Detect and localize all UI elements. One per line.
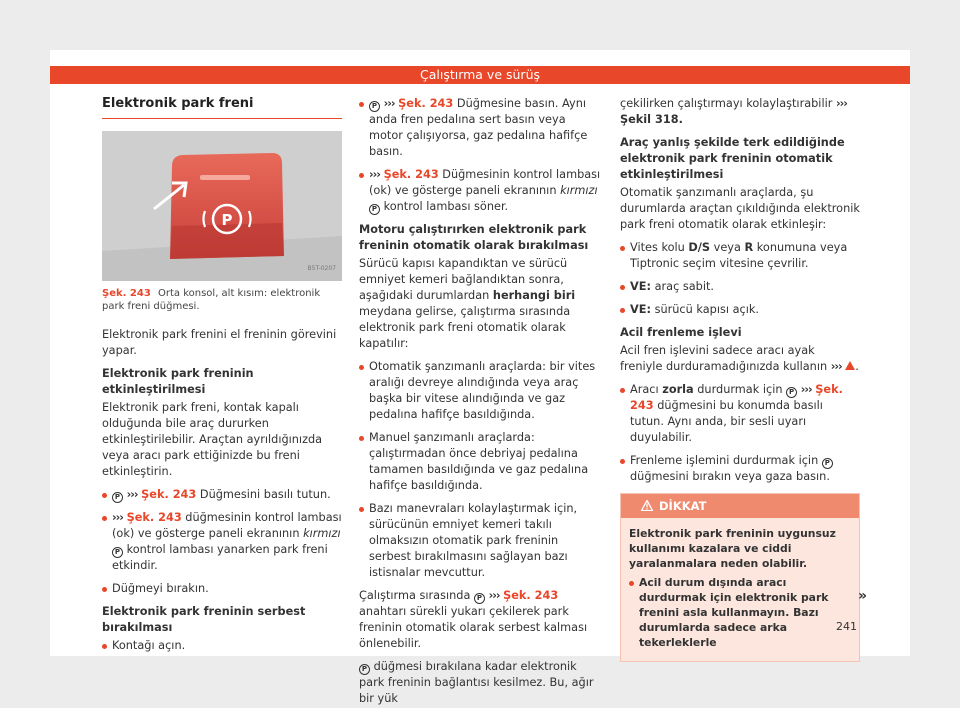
heading-release: Elektronik park freninin serbest bırakılması — [102, 605, 306, 634]
heading-activate: Elektronik park freninin etkinleştirilmesi — [102, 367, 254, 396]
list-item — [359, 430, 601, 494]
parking-brake-icon: P — [369, 204, 380, 215]
list-item-text: Aracı — [630, 383, 659, 396]
warning-list-text: Acil durum dışında aracı durdurmak için elektronik park frenini asla kullanmayın. Bazı durumlarda sadece arka tekerleklerle — [639, 576, 829, 649]
figure-ref-link[interactable]: Şekil 318. — [620, 113, 683, 126]
warning-triangle-icon[interactable] — [845, 361, 855, 370]
list-item — [359, 501, 601, 581]
warning-body — [621, 518, 859, 661]
figure-code: B5T-0207 — [307, 265, 336, 272]
figure-ref-link[interactable]: Şek. 243 — [141, 488, 197, 501]
arrow-ref-icon: ››› — [835, 97, 847, 110]
paragraph — [359, 588, 601, 652]
heading-auto-release: Motoru çalıştırırken elektronik park freninin otomatik olarak bırakılması — [359, 223, 589, 252]
list-item — [102, 487, 342, 503]
paragraph-text: Acil fren işlevini sadece aracı ayak freniyle durduramadığınızda kullanın — [620, 344, 828, 373]
list-item — [620, 240, 860, 272]
figure-caption — [102, 287, 342, 313]
list-item — [620, 279, 860, 295]
page-number: 241 — [836, 620, 857, 633]
list-item — [359, 167, 601, 215]
column-middle — [359, 96, 601, 708]
list-item-bold: VE: — [630, 303, 651, 316]
warning-icon — [641, 495, 653, 506]
list-item-bold: D/S — [688, 241, 711, 254]
list-item-bold: zorla — [662, 383, 694, 396]
list-item-text: veya — [713, 241, 741, 254]
list-item — [620, 453, 860, 485]
arrow-ref-icon: ››› — [369, 168, 380, 181]
figure-ref[interactable]: Şek. 243 — [102, 288, 151, 299]
figure-ref-link[interactable]: Şek. 243 — [630, 383, 843, 412]
paragraph-text: meydana gelirse, çalıştırma sırasında elektronik park freni otomatik olarak kapatılır: — [359, 305, 571, 350]
list-item-text: kontrol lambası söner. — [383, 200, 509, 213]
list-item-bold: VE: — [630, 280, 651, 293]
list-item-text: Manuel şanzımanlı araçlarda: çalıştırmadan önce debriyaj pedalına tamamen basıldığında ve gaz pedalına hafifçe basıldığında. — [369, 431, 589, 492]
warning-text: Elektronik park freninin uygunsuz kullanımı kazalara ve ciddi yaralanmalara neden olabilir. — [629, 527, 836, 570]
list-item-text: Düğmesini basılı tutun. — [199, 488, 331, 501]
continued-marker: » — [858, 588, 868, 604]
list-item-bold: R — [744, 241, 754, 254]
parking-brake-icon: P — [359, 664, 370, 675]
arrow-ref-icon: ››› — [800, 383, 812, 396]
figure-ref-link[interactable]: Şek. 243 — [126, 511, 182, 524]
paragraph-text: Sürücü kapısı kapandıktan ve sürücü emniyet kemeri bağlandıktan sonra, aşağıdaki durumlardan — [359, 257, 568, 302]
list-item-text: Bazı manevraları kolaylaştırmak için, sürücünün emniyet kemeri takılı olmaksızın otomatik park freninin serbest bırakılmasını sağlayan bazı istisnalar mevcuttur. — [369, 502, 578, 579]
list-item-text: düğmesini bu konumda basılı tutun. Aynı anda, bir sesli uyarı duyulabilir. — [630, 399, 823, 444]
parking-brake-icon: P — [112, 492, 123, 503]
list-item-text: araç sabit. — [654, 280, 715, 293]
paragraph — [359, 659, 601, 707]
warning-box — [620, 493, 860, 662]
list-item — [620, 302, 860, 318]
arrow-ref-icon: ››› — [383, 97, 395, 110]
list-item-text: Düğmesinin kontrol lambası (ok) ve gösterge paneli ekranının — [369, 168, 601, 197]
list-item — [102, 581, 342, 597]
auto-release-text — [359, 256, 601, 352]
paragraph-text: Çalıştırma sırasında — [359, 589, 471, 602]
list-item-text: Vites kolu — [630, 241, 685, 254]
figure-caption-text: Orta konsol, alt kısım: elektronik park freni düğmesi. — [102, 288, 321, 312]
activate-text: Elektronik park freni, kontak kapalı olduğunda bile araç dururken etkinleştirilebilir. Araçtan ayrıldığınızda veya aracı park ettiğinizde bu freni etkinleştirin. — [102, 401, 323, 478]
warning-title: DİKKAT — [659, 499, 707, 513]
arrow-ref-icon: ››› — [488, 589, 500, 602]
parking-brake-icon: P — [369, 101, 380, 112]
wrong-exit-text: Otomatik şanzımanlı araçlarda, şu durumlarda araçtan çıkıldığında elektronik park freni otomatik olarak etkinleşir: — [620, 186, 860, 231]
parking-brake-icon: P — [786, 387, 797, 398]
heading-wrong-exit: Araç yanlış şekilde terk edildiğinde elektronik park freninin otomatik etkinleştirilmesi — [620, 136, 845, 181]
list-item-text: düğmesini bırakın veya gaza basın. — [630, 470, 830, 483]
parking-brake-button-illustration — [102, 131, 342, 281]
list-item-text: sürücü kapısı açık. — [654, 303, 759, 316]
heading-emergency: Acil frenleme işlevi — [620, 326, 742, 339]
list-item-text: kontrol lambası yanarken park freni etkindir. — [112, 543, 328, 572]
arrow-ref-icon: ››› — [126, 488, 138, 501]
list-item — [102, 638, 342, 654]
emergency-text: Acil fren işlevini sadece aracı ayak freniyle durduramadığınızda kullanın ››› . — [620, 344, 859, 373]
parking-brake-icon: P — [822, 458, 833, 469]
section-title: Elektronik park freni — [102, 96, 342, 119]
arrow-ref-icon: ››› — [830, 360, 842, 373]
paragraph-text: düğmesi bırakılana kadar elektronik park freninin bağlantısı kesilmez. Bu, ağır bir yük — [359, 660, 594, 705]
list-item-text: durdurmak için — [697, 383, 783, 396]
paragraph-text: anahtarı sürekli yukarı çekilerek park freninin otomatik olarak serbest kalması önlenebilir. — [359, 605, 588, 650]
list-item-text: Düğmeyi bırakın. — [112, 582, 209, 595]
parking-brake-icon: P — [112, 547, 123, 558]
list-item-text: Kontağı açın. — [112, 639, 186, 652]
list-item-text: Düğmesine basın. Aynı anda fren pedalına sert basın veya motor çalışıyorsa, gaz pedalına hafifçe basın. — [369, 97, 588, 158]
paragraph — [620, 96, 860, 128]
list-item-text: Otomatik şanzımanlı araçlarda: bir vites aralığı devreye alındığında veya araç başka bir vitese alındığında ve gaz pedalına hafifçe basıldığında. — [369, 360, 596, 421]
list-item — [359, 96, 601, 160]
figure-ref-link[interactable]: Şek. 243 — [383, 168, 439, 181]
column-left — [102, 96, 342, 661]
list-item-text: konumuna veya Tiptronic seçim vitesine çevrilir. — [630, 241, 848, 270]
list-item-text: düğmesinin kontrol lambası (ok) ve gösterge paneli ekranının — [112, 511, 342, 540]
list-item-italic: kırmızı — [560, 184, 598, 197]
figure-ref-link[interactable]: Şek. 243 — [398, 97, 454, 110]
column-right — [620, 96, 860, 662]
arrow-ref-icon: ››› — [112, 511, 123, 524]
figure-image — [102, 131, 342, 281]
list-item — [102, 510, 342, 574]
parking-brake-icon: P — [474, 593, 485, 604]
warning-list-item — [629, 575, 851, 650]
warning-header — [621, 494, 859, 518]
list-item-italic: kırmızı — [303, 527, 341, 540]
figure-ref-link[interactable]: Şek. 243 — [503, 589, 559, 602]
intro-text: Elektronik park frenini el freninin görevini yapar. — [102, 328, 337, 357]
paragraph-text: çekilirken çalıştırmayı kolaylaştırabilir — [620, 97, 833, 110]
chapter-header: Çalıştırma ve sürüş — [50, 66, 910, 84]
svg-text:P: P — [221, 211, 233, 229]
list-item — [359, 359, 601, 423]
list-item — [620, 382, 860, 446]
paragraph-bold: herhangi biri — [492, 289, 576, 302]
list-item-text: Frenleme işlemini durdurmak için — [630, 454, 819, 467]
